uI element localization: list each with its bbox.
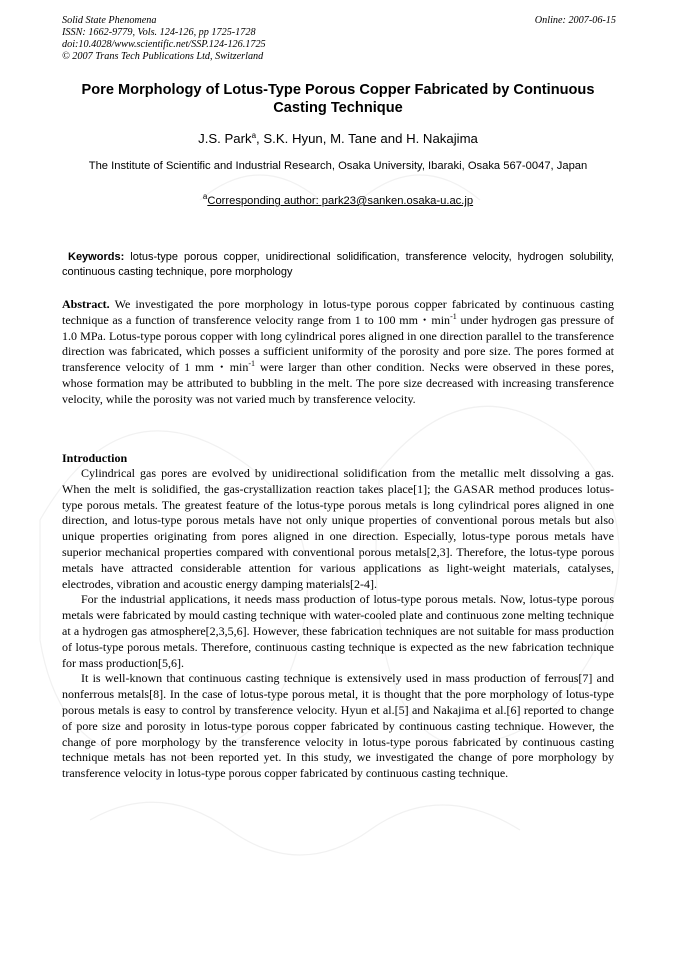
corresponding-superscript: a xyxy=(202,192,208,201)
intro-paragraph: For the industrial applications, it needs mass production of lotus-type porous metals. Now, lotus-type porous metals were fabricated by mould casting technique with water-cooled plate and continuous zone melting technique at a hydrogen gas atmosphere[2,3,5,6]. However, these fabrication techniques are not suitable for mass production of lotus-type porous metals. Therefore, continuous casting technique is expected as the new fabrication technique for mass production[5,6]. xyxy=(62,592,614,670)
corresponding-author xyxy=(62,192,614,207)
paper-title: Pore Morphology of Lotus-Type Porous Copper Fabricated by Continuous Casting Technique xyxy=(81,82,595,116)
abstract-superscript-1: -1 xyxy=(450,311,457,321)
journal-name: Solid State Phenomena xyxy=(62,15,157,26)
author-list xyxy=(62,131,614,146)
keywords-label: Keywords: xyxy=(68,251,125,263)
online-date: Online: 2007-06-15 xyxy=(534,15,616,26)
abstract-text-2: under hydrogen gas pressure of 1.0 MPa. Lotus-type porous copper with long cylindrical pores aligned in one direction parallel to the transference direction was fabricated, which posses a sufficient uniformity of the porosity and pore size. The pores formed at transference velocity of 1 mm・min xyxy=(62,312,614,375)
keywords-text: lotus-type porous copper, unidirectional solidification, transference velocity, hydrogen solubility, continuous casting technique, pore morphology xyxy=(62,251,614,278)
author-superscript: a xyxy=(251,131,257,140)
journal-info xyxy=(62,15,266,63)
corresponding-email-link[interactable]: Corresponding author: park23@sanken.osaka-u.ac.jp xyxy=(207,195,474,207)
intro-paragraph: It is well-known that continuous casting technique is extensively used in mass production of ferrous[7] and nonferrous metals[8]. In the case of lotus-type porous metal, it is thought that the pore morphology of lotus-type porous metals is easy to control by transference velocity. Hyun et al.[5] and Nakajima et al.[6] reported to change of pore size and porosity in lotus-type porous copper fabricated by continuous casting technique. However, the change of pore morphology by the transference velocity in lotus-type porous fabricated by continuous casting technique metals has not been reported yet. In this study, we investigated the change of pore morphology by transference velocity in lotus-type porous copper fabricated by continuous casting technique. xyxy=(62,671,614,781)
abstract xyxy=(62,297,614,408)
section-heading-introduction: Introduction xyxy=(62,451,128,465)
abstract-superscript-2: -1 xyxy=(248,359,256,369)
abstract-text-3: were larger than other condition. Necks were observed in these pores, whose formation may be attributed to bubbling in the melt. The pore size decreased with increasing transference velocity, while the porosity was not varied much by transference velocity. xyxy=(62,360,614,406)
doi-line: doi:10.4028/www.scientific.net/SSP.124-126.1725 xyxy=(62,39,266,50)
other-authors: , S.K. Hyun, M. Tane and H. Nakajima xyxy=(256,131,478,146)
affiliation: The Institute of Scientific and Industrial Research, Osaka University, Ibaraki, Osaka 567-0047, Japan xyxy=(88,160,588,172)
first-author: J.S. Park xyxy=(198,131,252,146)
issn-line: ISSN: 1662-9779, Vols. 124-126, pp 1725-1728 xyxy=(62,27,256,38)
abstract-text-1: We investigated the pore morphology in lotus-type porous copper fabricated by continuous casting technique as a function of transference velocity range from 1 to 100 mm・min xyxy=(62,297,614,327)
abstract-label: Abstract. xyxy=(62,297,110,311)
keywords xyxy=(62,250,614,279)
introduction-body xyxy=(62,466,614,782)
intro-paragraph: Cylindrical gas pores are evolved by unidirectional solidification from the metallic melt dissolving a gas. When the melt is solidified, the gas-crystallization reaction takes place[1]; the GASAR method produces lotus-type porous metals. The greatest feature of the lotus-type porous metals is long cylindrical pores aligned in one direction, and lotus-type porous metals have not only unique properties of conventional porous metals but also unique properties originating from pores aligned in one direction. Especially, lotus-type porous metals have superior mechanical properties compared with conventional porous metals[2,3]. Therefore, the lotus-type porous metals have attracted considerable attention for various applications as light-weight materials, catalyses, electrodes, vibration and acoustic energy damping materials[2-4]. xyxy=(62,466,614,591)
copyright-line: © 2007 Trans Tech Publications Ltd, Switzerland xyxy=(62,51,264,62)
